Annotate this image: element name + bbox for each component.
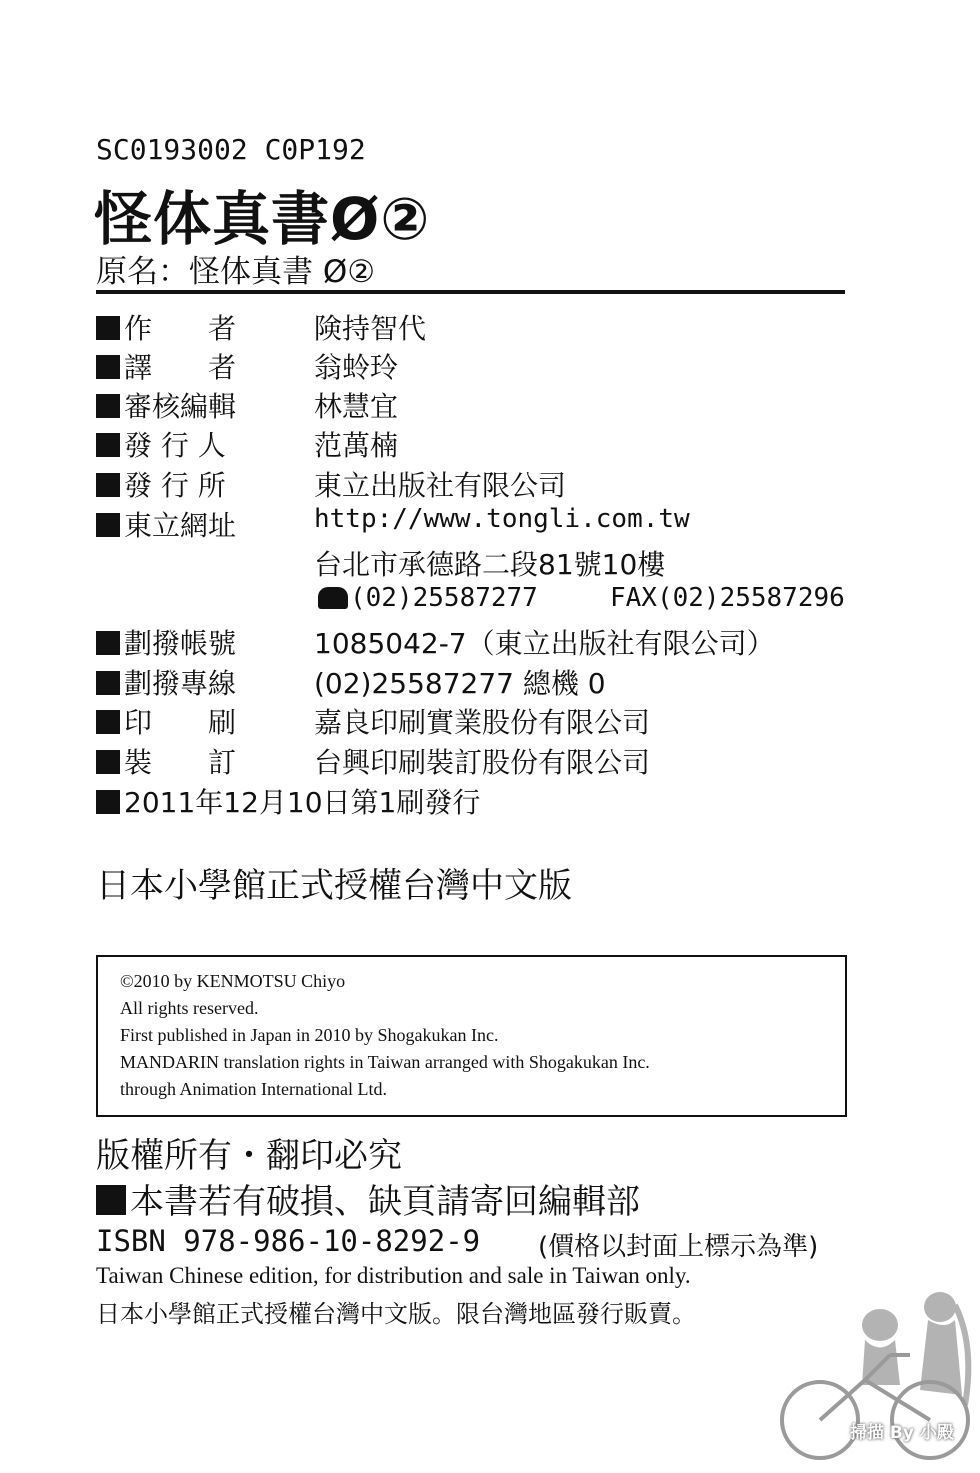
distribution-english: Taiwan Chinese edition, for distribution and sale in Taiwan only.	[96, 1263, 691, 1288]
credit-value-account: 1085042-7（東立出版社有限公司）	[314, 627, 775, 660]
credit-value-publisher: 范萬楠	[314, 429, 399, 462]
credit-label-publisher: 發 行 人	[96, 424, 226, 464]
rights-reserved: 版權所有・翻印必究	[96, 1136, 402, 1176]
original-title: 原名：怪体真書 Ø②	[96, 254, 376, 290]
credit-value-editor: 林慧宜	[314, 390, 399, 423]
license-statement: 日本小學館正式授權台灣中文版	[96, 866, 572, 906]
credit-value-binding: 台興印刷裝訂股份有限公司	[314, 746, 651, 779]
price-note: (價格以封面上標示為準)	[538, 1232, 819, 1262]
telephone-icon	[318, 587, 348, 609]
title-divider	[96, 290, 845, 294]
copyright-line: through Animation International Ltd.	[120, 1079, 387, 1099]
credit-label-editor: 審核編輯	[96, 385, 236, 425]
copyright-line: All rights reserved.	[120, 998, 259, 1018]
isbn: ISBN 978-986-10-8292-9	[96, 1224, 481, 1258]
credit-label-publishing-house: 發 行 所	[96, 464, 226, 504]
publisher-address: 台北市承德路二段81號10樓	[314, 548, 666, 581]
credit-label-hotline: 劃撥專線	[96, 662, 236, 702]
credit-label-account: 劃撥帳號	[96, 622, 236, 662]
credit-value-translator: 翁蛉玲	[314, 351, 399, 384]
credit-label-author: 作 者	[96, 307, 236, 347]
phone-line	[318, 583, 538, 613]
credit-value-website: http://www.tongli.com.tw	[314, 504, 690, 534]
credit-value-hotline: (02)25587277 總機 0	[314, 667, 606, 700]
credit-label-binding: 裝 訂	[96, 741, 236, 781]
fax-number: FAX(02)25587296	[610, 583, 845, 613]
copyright-line: First published in Japan in 2010 by Shogakukan Inc.	[120, 1025, 499, 1045]
damage-notice: 本書若有破損、缺頁請寄回編輯部	[96, 1174, 640, 1223]
credit-label-translator: 譯 者	[96, 346, 236, 386]
book-codes: SC0193002 C0P192	[96, 133, 366, 166]
print-date: 2011年12月10日第1刷發行	[96, 781, 480, 821]
distribution-chinese: 日本小學館正式授權台灣中文版。限台灣地區發行販賣。	[96, 1300, 696, 1328]
copyright-line: ©2010 by KENMOTSU Chiyo	[120, 971, 346, 991]
credit-value-publishing-house: 東立出版社有限公司	[314, 469, 567, 502]
copyright-line: MANDARIN translation rights in Taiwan arranged with Shogakukan Inc.	[120, 1052, 650, 1072]
copyright-box	[96, 955, 847, 1117]
credit-value-author: 険持智代	[314, 312, 427, 345]
book-title: 怪体真書Ø②	[94, 185, 431, 253]
phone-number: (02)25587277	[350, 583, 538, 613]
credit-value-printing: 嘉良印刷實業股份有限公司	[314, 706, 651, 739]
credit-label-printing: 印 刷	[96, 701, 236, 741]
scanner-watermark: 掃描 By 小殿	[850, 1423, 954, 1443]
credit-label-website: 東立網址	[96, 504, 236, 544]
